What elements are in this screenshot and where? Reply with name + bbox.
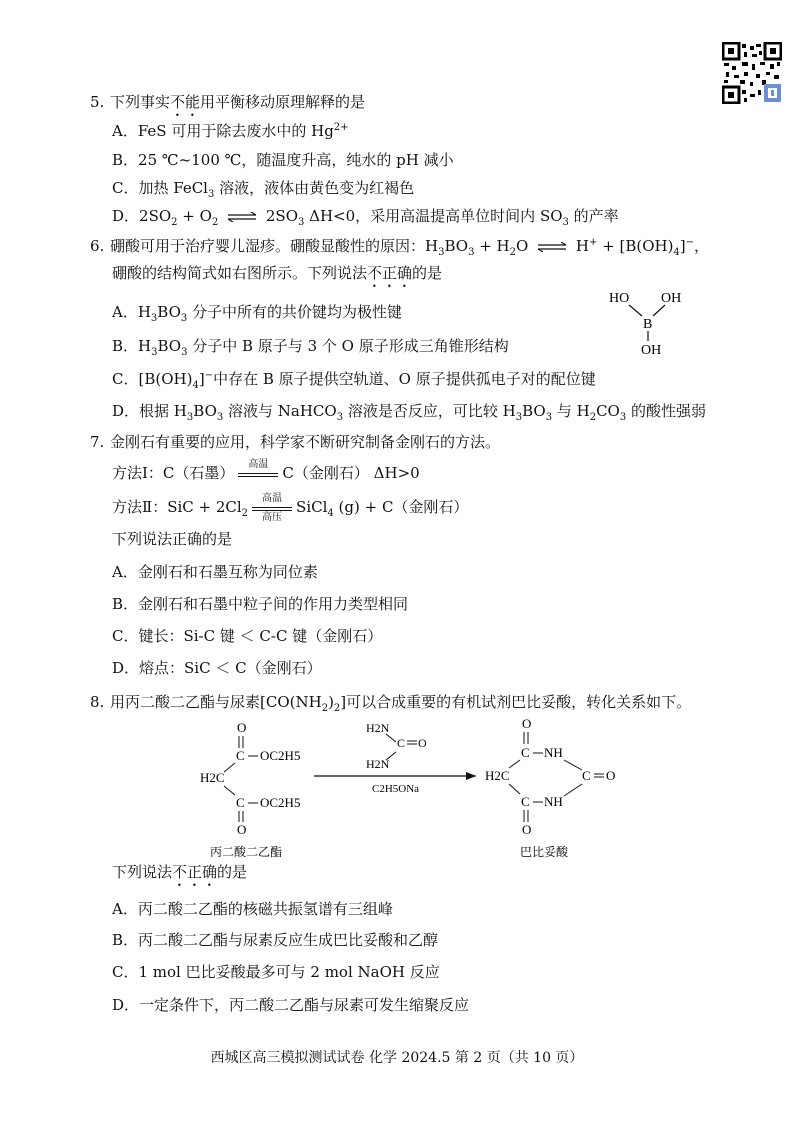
q5-option-c-sub: 3 [207,189,215,200]
q5-option-a-text: A．FeS 可用于除去废水中的 Hg [112,122,334,140]
q8-s-sub2: 2 [333,703,341,714]
q6-d-s6: 2 [589,412,597,423]
q8-ask-emphasis: 不正确 [172,863,218,881]
q5-stem-emphasis: 不能 [170,93,201,111]
urea-h2n-top: H2N [366,721,390,735]
q6-s2-emphasis: 不正确 [367,264,413,282]
q7-option-c [112,626,382,646]
q6-option-a [112,302,402,322]
dm-c2: C [236,795,245,810]
q6-s2c: 的是 [412,264,443,282]
q8-option-b [112,930,438,950]
q6-a3: 分子中所有的共价键均为极性键 [187,303,403,321]
urea-c: C [397,736,406,750]
q5-d-sub1: 2 [171,217,178,228]
ba-o1: O [522,716,532,731]
struct-ho-left: HO [609,291,630,306]
q6-d-s3: 3 [336,412,344,423]
q5-d-sub3: 3 [298,217,305,228]
ba-o3: O [606,768,616,783]
q5-option-b-text: B．25 ℃~100 ℃，随温度升高，纯水的 pH 减小 [112,151,454,169]
q6-b-sub2: 3 [181,347,188,358]
q6-a2: BO [157,303,181,321]
urea-o: O [418,736,427,750]
q7-option-d [112,658,322,678]
ba-c1: C [521,745,530,760]
q6-s1b: BO [444,237,469,255]
q5-d-sub4: 3 [562,217,569,228]
q7-m2a: 方法Ⅱ：SiC + 2Cl [112,498,242,516]
q6-c2: ] [198,370,205,388]
arrow-head-icon [466,772,476,780]
q6-s1-sup2: − [685,237,695,248]
q6-s1g: ] [679,237,686,255]
struct-oh-bottom: OH [641,343,662,358]
q7-option-b [112,594,408,614]
q8-s-sub1: 2 [321,703,329,714]
q5-d-t1: D．2SO [112,207,172,225]
q6-s1f: + [B(OH) [597,237,674,255]
q7-number: 7. [90,433,105,451]
q6-a-sub2: 3 [180,313,188,324]
struct-b: B [643,317,653,332]
q5-d-t3: 2SO [265,207,298,225]
q8-ask-a: 下列说法 [112,863,173,881]
q7-m2c: (g) + C（金刚石） [333,498,469,516]
dm-h2c: H2C [200,770,225,785]
q7-ask-text: 下列说法正确的是 [112,530,233,548]
reaction-scheme [180,710,640,860]
equilibrium-arrow-icon [537,242,567,252]
q7-m2b: SiCl [296,498,328,516]
q7-c-text: C．键长：Si-C 键 ＜ C-C 键（金刚石） [112,627,383,645]
ba-c3: C [582,768,591,783]
dm-o-bot: O [237,822,247,837]
dm-o-top: O [237,720,247,735]
q6-s1e: H [575,237,589,255]
q6-s1-sub4: 4 [673,247,680,258]
q7-m1-cond-text: 高温 [248,459,269,470]
q7-m2-cond-bot: 高压 [262,512,283,523]
q6-d-s1: 3 [186,412,194,423]
q6-d-s4: 3 [515,412,523,423]
q8-option-a [112,899,393,919]
q6-c3: 中存在 B 原子提供空轨道、O 原子提供孤电子对的配位键 [213,370,596,388]
bond-2 [653,305,665,316]
q8-ask [112,862,247,890]
q5-number: 5. [90,93,105,111]
q5-stem [90,92,365,120]
q7-m1b: C（金刚石） ΔH>0 [282,464,420,482]
struct-oh-right: OH [661,291,682,306]
ba-nh2: NH [544,794,563,809]
dm-c1: C [236,748,245,763]
ba-nh1: NH [544,745,563,760]
page-footer: 西城区高三模拟测试试卷 化学 2024.5 第 2 页（共 10 页） [210,1050,584,1066]
q7-stem-text: 金刚石有重要的应用，科学家不断研究制备金刚石的方法。 [110,433,501,451]
q5-option-c-text: C．加热 FeCl [112,179,208,197]
q8-c-text: C．1 mol 巴比妥酸最多可与 2 mol NaOH 反应 [112,963,440,981]
q5-option-c-text-2: 溶液，液体由黄色变为红褐色 [214,179,415,197]
q8-b-text: B．丙二酸二乙酯与尿素反应生成巴比妥酸和乙醇 [112,931,439,949]
bond-1 [629,305,642,316]
q7-a-text: A．金刚石和石墨互称为同位素 [112,563,318,581]
q7-m2-sub2: 4 [327,508,334,519]
q5-d-t5: 的产率 [568,207,619,225]
q6-s1-sub3: 2 [509,247,517,258]
q7-b-text: B．金刚石和石墨中粒子间的作用力类型相同 [112,595,409,613]
q6-number: 6. [90,237,105,255]
q5-d-t4: ΔH<0，采用高温提高单位时间内 SO [304,207,563,225]
q6-stem-line1 [90,236,709,256]
q7-stem [90,432,500,452]
q7-m1a: 方法Ⅰ：C（石墨） [112,464,235,482]
q7-m2-sub1: 2 [241,508,249,519]
q6-s1-sup1: + [588,237,598,248]
q6-b1: B．H [112,337,152,355]
q8-number: 8. [90,693,105,711]
q6-c1: C．[B(OH) [112,370,193,388]
q5-option-a-sup: 2+ [333,122,349,133]
q8-option-d [112,995,469,1015]
q6-c-sub1: 4 [192,380,199,391]
q5-option-c [112,178,414,198]
q6-s1-sub2: 3 [468,247,475,258]
q6-d7: CO [596,402,620,420]
urea-h2n-bottom: H2N [366,757,390,771]
q7-option-a [112,562,318,582]
q8-ask-c: 的是 [217,863,248,881]
q7-ask [112,529,232,549]
q7-m2-condition [250,493,294,523]
q5-d-t2: + O [177,207,212,225]
product-label: 巴比妥酸 [520,845,569,859]
q6-s2a: 硼酸的结构简式如右图所示。下列说法 [112,264,368,282]
q7-m2-cond-top: 高温 [262,493,283,504]
dm-oet1: OC2H5 [260,748,301,763]
q8-d-text: D．一定条件下，丙二酸二乙酯与尿素可发生缩聚反应 [112,996,470,1014]
q6-s1d: O [516,237,534,255]
q6-d6: 与 H [552,402,590,420]
q6-option-b [112,336,509,356]
q6-s1a: 硼酸可用于治疗婴儿湿疹。硼酸显酸性的原因：H [110,237,439,255]
q6-d-s2: 3 [216,412,224,423]
q8-stem [90,692,691,712]
q6-d3: 溶液与 NaHCO [223,402,337,420]
q6-stem-line2 [112,263,442,291]
q5-option-a [112,121,349,141]
q7-method-2 [112,493,469,523]
q6-c-sup1: − [204,370,214,381]
arrow-condition: C2H5ONa [372,783,420,795]
q6-d4: 溶液是否反应，可比较 H [343,402,516,420]
ba-o2: O [522,822,532,837]
q6-d1: D．根据 H [112,402,187,420]
q6-d-s7: 3 [619,412,627,423]
ba-h2c: H2C [485,768,510,783]
q5-option-d [112,206,619,226]
boric-acid-structure [605,285,695,360]
q6-a1: A．H [112,303,151,321]
q6-option-d [112,401,706,421]
q6-d-s5: 3 [545,412,553,423]
qr-code-icon [722,42,782,104]
q6-s1-comma: ， [694,237,710,255]
q6-d5: BO [522,402,546,420]
q8-sb: ) [328,693,334,711]
q5-d-sub2: 2 [211,217,219,228]
q7-m1-condition [236,459,280,484]
q8-a-text: A．丙二酸二乙酯的核磁共振氢谱有三组峰 [112,900,393,918]
q8-option-c [112,962,440,982]
dm-oet2: OC2H5 [260,795,301,810]
q6-s1-sub1: 3 [438,247,445,258]
q7-d-text: D．熔点：SiC ＜ C（金刚石） [112,659,322,677]
q6-a-sub1: 3 [150,313,158,324]
q5-option-b [112,150,454,170]
q6-option-c [112,369,596,389]
ba-c2: C [521,794,530,809]
q6-d8: 的酸性强弱 [626,402,707,420]
q8-sa: 用丙二酸二乙酯与尿素[CO(NH [110,693,322,711]
q6-b2: BO [157,337,182,355]
q6-d2: BO [193,402,217,420]
q7-method-1 [112,459,420,484]
q5-stem-text: 下列事实 [110,93,171,111]
q6-b-sub1: 3 [151,347,158,358]
reagent-label: 丙二酸二乙酯 [210,845,283,859]
equilibrium-arrow-icon [227,212,257,222]
q8-sc: ]可以合成重要的有机试剂巴比妥酸，转化关系如下。 [340,693,692,711]
q6-b3: 分子中 B 原子与 3 个 O 原子形成三角锥形结构 [187,337,509,355]
q5-stem-text-2: 用平衡移动原理解释的是 [200,93,366,111]
q6-s1c: + H [474,237,510,255]
